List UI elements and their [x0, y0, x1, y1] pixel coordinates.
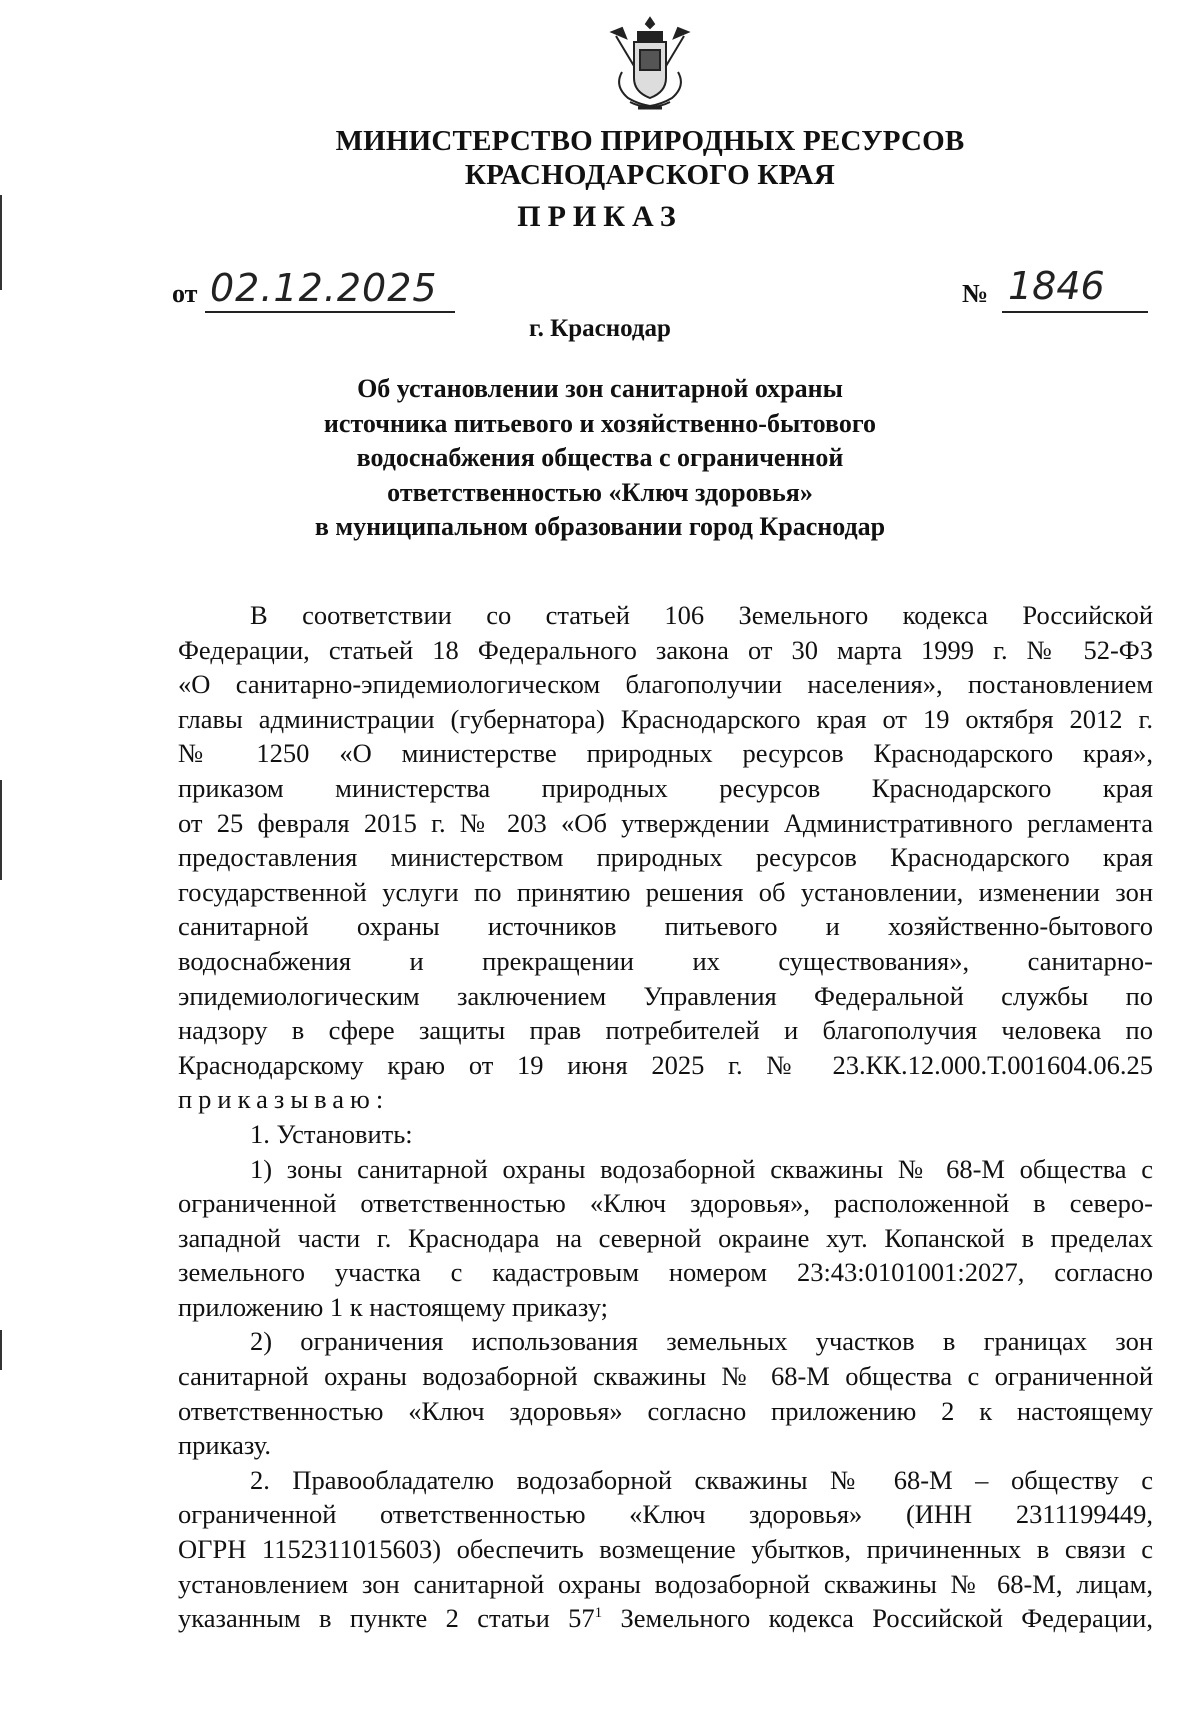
body-line: ОГРН 1152311015603) обеспечить возмещение убытков, причиненных в связи с	[178, 1534, 1153, 1565]
body-line: 2. Правообладателю водозаборной скважины № 68-М – обществу с	[250, 1464, 1153, 1495]
body-text: Земельного кодекса Российской Федерации,	[602, 1603, 1153, 1634]
body-line: санитарной охраны источников питьевого и хозяйственно-бытового	[178, 911, 1153, 942]
number-underline	[1002, 311, 1148, 313]
body-line: эпидемиологическим заключением Управления Федеральной службы по	[178, 980, 1153, 1011]
body-line: 2) ограничения использования земельных участков в границах зон	[250, 1326, 1153, 1357]
handwritten-number: 1846	[1008, 264, 1105, 308]
body-line-with-superscript	[178, 1601, 1153, 1636]
order-word	[178, 1082, 1153, 1117]
body-line: главы администрации (губернатора) Краснодарского края от 19 октября 2012 г.	[178, 703, 1153, 734]
superscript: 1	[594, 1605, 603, 1622]
body-line: «О санитарно-эпидемиологическом благополучии населения», постановлением	[178, 669, 1153, 700]
title-line: в муниципальном образовании город Краснодар	[314, 512, 886, 541]
date-label: от	[172, 279, 198, 308]
body-line: государственной услуги по принятию решения об установлении, изменении зон	[178, 876, 1153, 907]
body-line: надзору в сфере защиты прав потребителей и благополучия человека по	[178, 1015, 1153, 1046]
order-title	[260, 372, 940, 545]
body-line: приказу.	[178, 1430, 271, 1461]
scan-edge-mark	[0, 1330, 2, 1370]
city-line: г. Краснодар	[529, 315, 671, 342]
coat-of-arms-icon	[608, 12, 692, 116]
title-line: водоснабжения общества с ограниченной	[356, 443, 844, 472]
body-text: указанным в пункте 2 статьи 57	[178, 1603, 595, 1634]
body-line: предоставления министерством природных ресурсов Краснодарского края	[178, 842, 1153, 873]
body-line: водоснабжения и прекращении их существования», санитарно-	[178, 945, 1153, 976]
number-label: №	[962, 279, 989, 308]
body-line: приказом министерства природных ресурсов Краснодарского края	[178, 772, 1153, 803]
body-line: № 1250 «О министерстве природных ресурсов Краснодарского края»,	[178, 738, 1153, 769]
ministry-name-line1: МИНИСТЕРСТВО ПРИРОДНЫХ РЕСУРСОВ	[335, 125, 965, 157]
body-line: установлением зон санитарной охраны водозаборной скважины № 68-М, лицам,	[178, 1568, 1153, 1599]
title-line: Об установлении зон санитарной охраны	[357, 374, 843, 403]
body-line: ответственностью «Ключ здоровья» согласно приложению 2 к настоящему	[178, 1395, 1153, 1426]
handwritten-date: 02.12.2025	[210, 266, 438, 310]
scan-edge-mark	[0, 780, 2, 880]
body-line: Краснодарскому краю от 19 июня 2025 г. № 23.КК.12.000.Т.001604.06.25	[178, 1049, 1153, 1080]
title-line: ответственностью «Ключ здоровья»	[387, 477, 813, 507]
body-line: западной части г. Краснодара на северной окраине хут. Копанской в пределах	[178, 1222, 1153, 1253]
title-line: источника питьевого и хозяйственно-бытового	[323, 408, 877, 438]
scan-edge-mark	[0, 195, 2, 290]
body-line: 1) зоны санитарной охраны водозаборной скважины № 68-М общества с	[250, 1153, 1153, 1184]
order-word-text: приказываю:	[178, 1084, 390, 1115]
date-underline	[205, 311, 455, 313]
body-line: В соответствии со статьей 106 Земельного кодекса Российской	[250, 600, 1153, 630]
item1-title: 1. Установить:	[250, 1118, 413, 1149]
body-line: ограниченной ответственностью «Ключ здоровья» (ИНН 2311199449,	[178, 1499, 1153, 1530]
body-line: от 25 февраля 2015 г. № 203 «Об утверждении Административного регламента	[178, 807, 1153, 838]
body-line: Федерации, статьей 18 Федерального закона от 30 марта 1999 г. № 52-ФЗ	[178, 634, 1153, 665]
order-body	[178, 598, 1153, 1636]
body-line: приложению 1 к настоящему приказу;	[178, 1291, 609, 1322]
document-type-heading: ПРИКАЗ	[517, 200, 683, 233]
body-line: ограниченной ответственностью «Ключ здоровья», расположенной в северо-	[178, 1188, 1153, 1219]
body-line: санитарной охраны водозаборной скважины № 68-М общества с ограниченной	[178, 1361, 1153, 1392]
ministry-name-line2: КРАСНОДАРСКОГО КРАЯ	[464, 159, 836, 191]
body-line: земельного участка с кадастровым номером 23:43:0101001:2027, согласно	[178, 1257, 1153, 1288]
